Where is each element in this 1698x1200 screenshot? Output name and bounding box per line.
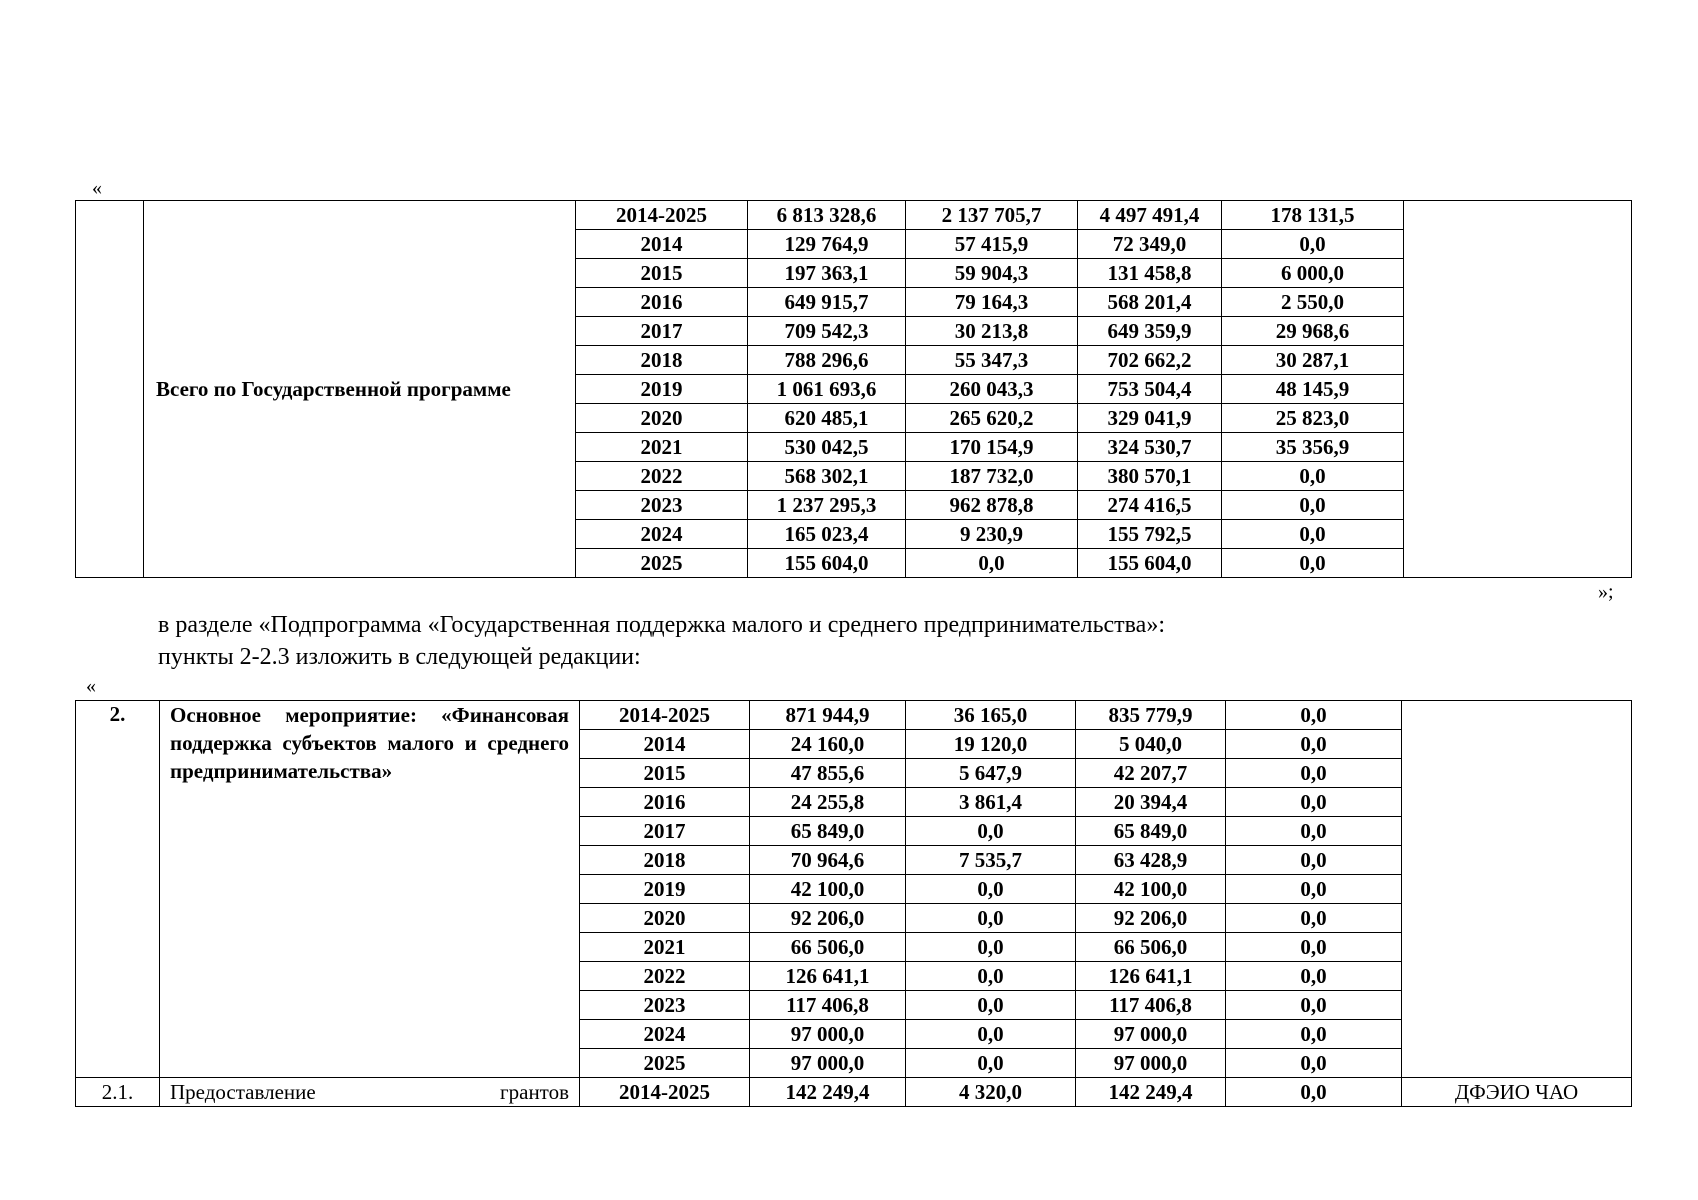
value-cell: 0,0 [1222,491,1404,520]
year-cell: 2024 [580,1020,750,1049]
year-cell: 2025 [576,549,748,578]
value-cell: 35 356,9 [1222,433,1404,462]
value-cell: 0,0 [1226,817,1402,846]
value-cell: 568 201,4 [1078,288,1222,317]
value-cell: 0,0 [1226,1078,1402,1107]
value-cell: 65 849,0 [750,817,906,846]
value-cell: 126 641,1 [1076,962,1226,991]
value-cell: 1 237 295,3 [748,491,906,520]
instruction-paragraph: пункты 2-2.3 изложить в следующей редакции: [158,644,641,670]
value-cell: 0,0 [1226,759,1402,788]
year-cell: 2018 [576,346,748,375]
value-cell: 142 249,4 [1076,1078,1226,1107]
value-cell: 835 779,9 [1076,701,1226,730]
value-cell: 57 415,9 [906,230,1078,259]
value-cell: 0,0 [1226,904,1402,933]
value-cell: 97 000,0 [1076,1049,1226,1078]
year-cell: 2014-2025 [580,1078,750,1107]
value-cell: 0,0 [1226,1020,1402,1049]
value-cell: 55 347,3 [906,346,1078,375]
value-cell: 97 000,0 [750,1020,906,1049]
value-cell: 380 570,1 [1078,462,1222,491]
value-cell: 66 506,0 [1076,933,1226,962]
value-cell: 788 296,6 [748,346,906,375]
year-cell: 2017 [580,817,750,846]
value-cell: 0,0 [1222,520,1404,549]
value-cell: 25 823,0 [1222,404,1404,433]
value-cell: 649 359,9 [1078,317,1222,346]
value-cell: 0,0 [906,817,1076,846]
value-cell: 20 394,4 [1076,788,1226,817]
year-cell: 2022 [580,962,750,991]
value-cell: 274 416,5 [1078,491,1222,520]
value-cell: 5 040,0 [1076,730,1226,759]
value-cell: 0,0 [906,1020,1076,1049]
value-cell: 170 154,9 [906,433,1078,462]
opening-quote: « [92,177,102,199]
subitem-label: Предоставление грантов [160,1078,580,1107]
year-cell: 2016 [576,288,748,317]
year-cell: 2022 [576,462,748,491]
value-cell: 2 550,0 [1222,288,1404,317]
value-cell: 0,0 [906,962,1076,991]
table-row [76,701,1632,730]
value-cell: 30 287,1 [1222,346,1404,375]
value-cell: 324 530,7 [1078,433,1222,462]
value-cell: 92 206,0 [750,904,906,933]
year-cell: 2016 [580,788,750,817]
value-cell: 97 000,0 [1076,1020,1226,1049]
opening-quote-2: « [86,675,96,697]
year-cell: 2015 [580,759,750,788]
value-cell: 0,0 [1222,549,1404,578]
value-cell: 530 042,5 [748,433,906,462]
value-cell: 0,0 [1226,962,1402,991]
value-cell: 6 000,0 [1222,259,1404,288]
value-cell: 0,0 [1222,462,1404,491]
value-cell: 165 023,4 [748,520,906,549]
total-program-table [75,200,1632,578]
value-cell: 5 647,9 [906,759,1076,788]
year-cell: 2014 [576,230,748,259]
value-cell: 47 855,6 [750,759,906,788]
value-cell: 568 302,1 [748,462,906,491]
value-cell: 59 904,3 [906,259,1078,288]
item-number: 2. [76,701,160,1078]
value-cell: 29 968,6 [1222,317,1404,346]
closing-quote: »; [1598,581,1614,603]
value-cell: 36 165,0 [906,701,1076,730]
value-cell: 329 041,9 [1078,404,1222,433]
value-cell: 620 485,1 [748,404,906,433]
value-cell: 753 504,4 [1078,375,1222,404]
value-cell: 48 145,9 [1222,375,1404,404]
executor-cell [1404,201,1632,578]
value-cell: 131 458,8 [1078,259,1222,288]
value-cell: 0,0 [1226,701,1402,730]
value-cell: 7 535,7 [906,846,1076,875]
value-cell: 0,0 [906,904,1076,933]
value-cell: 4 320,0 [906,1078,1076,1107]
year-cell: 2014-2025 [580,701,750,730]
value-cell: 142 249,4 [750,1078,906,1107]
value-cell: 97 000,0 [750,1049,906,1078]
value-cell: 178 131,5 [1222,201,1404,230]
value-cell: 63 428,9 [1076,846,1226,875]
subitem-executor: ДФЭИО ЧАО [1402,1078,1632,1107]
value-cell: 42 100,0 [750,875,906,904]
year-cell: 2019 [576,375,748,404]
value-cell: 72 349,0 [1078,230,1222,259]
value-cell: 92 206,0 [1076,904,1226,933]
value-cell: 155 604,0 [1078,549,1222,578]
value-cell: 155 792,5 [1078,520,1222,549]
value-cell: 649 915,7 [748,288,906,317]
value-cell: 0,0 [906,933,1076,962]
value-cell: 155 604,0 [748,549,906,578]
value-cell: 129 764,9 [748,230,906,259]
value-cell: 0,0 [906,549,1078,578]
year-cell: 2023 [580,991,750,1020]
value-cell: 0,0 [906,875,1076,904]
value-cell: 66 506,0 [750,933,906,962]
year-cell: 2019 [580,875,750,904]
year-cell: 2021 [580,933,750,962]
value-cell: 126 641,1 [750,962,906,991]
year-cell: 2015 [576,259,748,288]
value-cell: 0,0 [1226,991,1402,1020]
value-cell: 962 878,8 [906,491,1078,520]
table-row [76,201,1632,230]
value-cell: 0,0 [1226,730,1402,759]
year-cell: 2021 [576,433,748,462]
year-cell: 2020 [580,904,750,933]
year-cell: 2014 [580,730,750,759]
value-cell: 0,0 [1226,875,1402,904]
value-cell: 30 213,8 [906,317,1078,346]
item-label: Основное мероприятие: «Финансовая поддержка субъектов малого и среднего предпринимательства» [160,701,580,1078]
year-cell: 2025 [580,1049,750,1078]
value-cell: 709 542,3 [748,317,906,346]
year-cell: 2023 [576,491,748,520]
value-cell: 65 849,0 [1076,817,1226,846]
subprogram-table [75,700,1632,1107]
value-cell: 24 160,0 [750,730,906,759]
value-cell: 70 964,6 [750,846,906,875]
value-cell: 197 363,1 [748,259,906,288]
year-cell: 2024 [576,520,748,549]
number-cell [76,201,144,578]
value-cell: 9 230,9 [906,520,1078,549]
executor-cell [1402,701,1632,1078]
value-cell: 42 207,7 [1076,759,1226,788]
table-row [76,1078,1632,1107]
value-cell: 6 813 328,6 [748,201,906,230]
year-cell: 2017 [576,317,748,346]
value-cell: 42 100,0 [1076,875,1226,904]
value-cell: 871 944,9 [750,701,906,730]
value-cell: 0,0 [1226,933,1402,962]
value-cell: 0,0 [1222,230,1404,259]
value-cell: 19 120,0 [906,730,1076,759]
value-cell: 117 406,8 [750,991,906,1020]
value-cell: 117 406,8 [1076,991,1226,1020]
value-cell: 2 137 705,7 [906,201,1078,230]
year-cell: 2018 [580,846,750,875]
value-cell: 79 164,3 [906,288,1078,317]
section-paragraph: в разделе «Подпрограмма «Государственная поддержка малого и среднего предпринимательства»: [158,612,1166,638]
value-cell: 260 043,3 [906,375,1078,404]
year-cell: 2014-2025 [576,201,748,230]
value-cell: 1 061 693,6 [748,375,906,404]
value-cell: 24 255,8 [750,788,906,817]
value-cell: 0,0 [1226,846,1402,875]
value-cell: 0,0 [906,991,1076,1020]
value-cell: 3 861,4 [906,788,1076,817]
total-label: Всего по Государственной программе [144,201,576,578]
value-cell: 0,0 [1226,1049,1402,1078]
value-cell: 265 620,2 [906,404,1078,433]
subitem-number: 2.1. [76,1078,160,1107]
value-cell: 4 497 491,4 [1078,201,1222,230]
value-cell: 702 662,2 [1078,346,1222,375]
value-cell: 187 732,0 [906,462,1078,491]
year-cell: 2020 [576,404,748,433]
value-cell: 0,0 [1226,788,1402,817]
value-cell: 0,0 [906,1049,1076,1078]
